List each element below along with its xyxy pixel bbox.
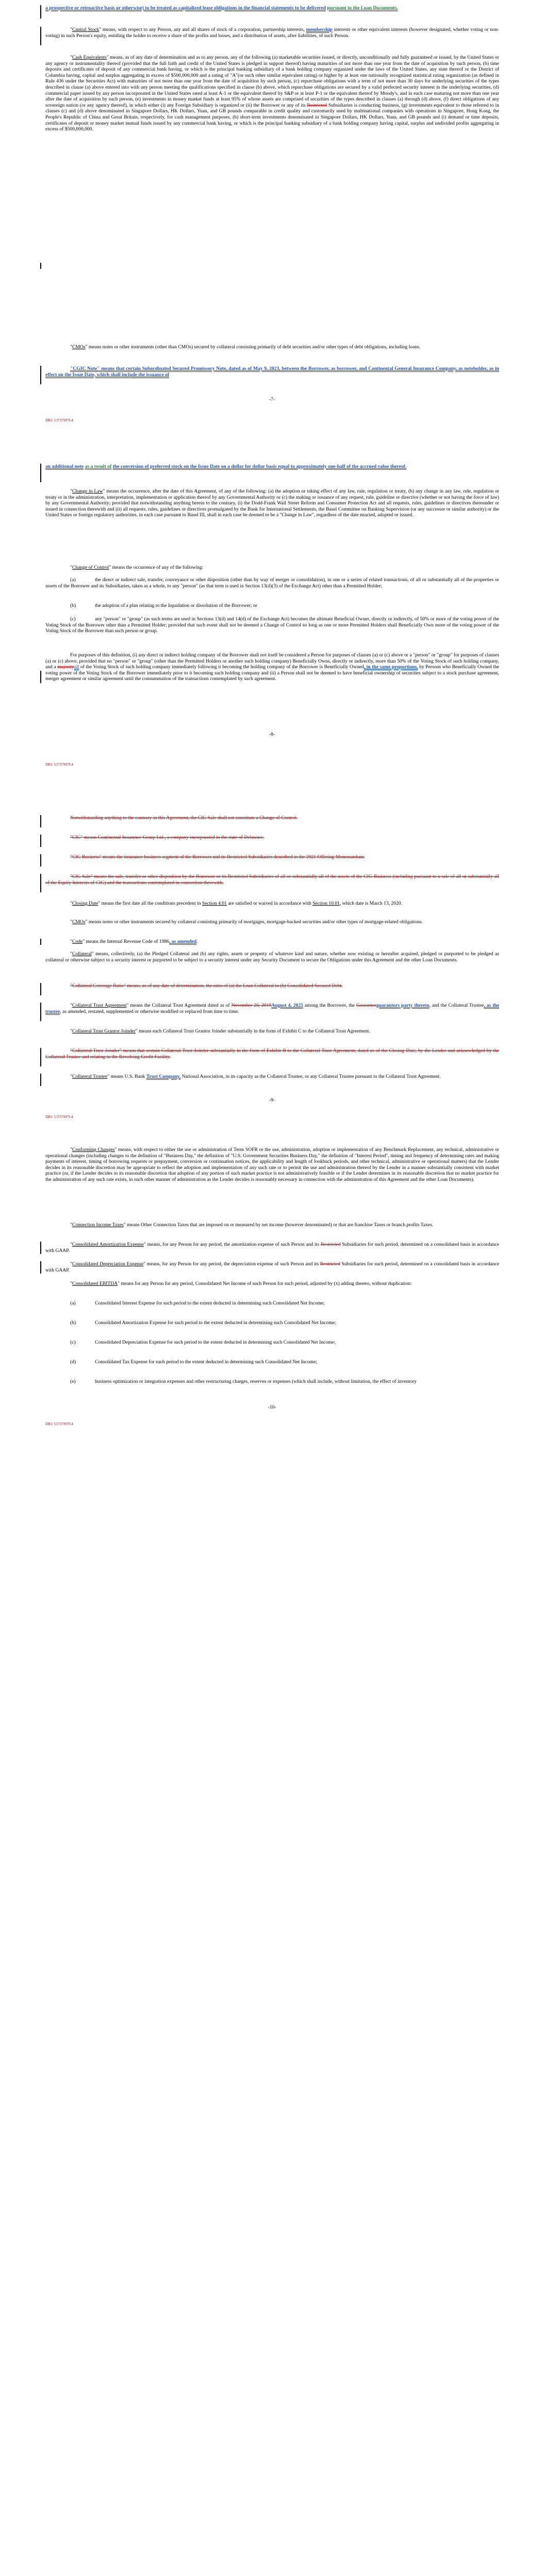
doc-id: DB1/ 137379979.4 — [45, 1422, 73, 1426]
definition-capital-lease-tail: a prospective or retroactive basis or otherwise) to be treated as capitalized lease obligations in the financial statements to be delivered pursuant to the Loan Documents. — [45, 5, 398, 11]
revision-bar — [40, 1048, 41, 1066]
change-of-control-clause-a: (a) the direct or indirect sale, transfer, conveyance or other disposition (other than by way of merger or consolidation), in one or a series of related transactions, of all or substantially all of the properties or assets of the Borrower and its Subsidiaries, taken as a whole, to any "person" (as that term is used in Section 13(d)(3) of the Exchange Act) other than a Permitted Holder; — [45, 577, 499, 589]
revision-bar — [40, 1074, 41, 1086]
ebitda-clause-d: (d) Consolidated Tax Expense for such period to the extent deducted in determining such Consolidated Net Income; — [70, 1359, 318, 1365]
ebitda-clause-b: (b) Consolidated Amortization Expense for such period to the extent deducted in determining such Consolidated Net Income; — [70, 1320, 336, 1326]
doc-id: DB1/ 137379979.4 — [45, 1115, 73, 1119]
revision-bar — [40, 5, 41, 19]
definition-cgic-note-continued: an additional note as a result of the conversion of preferred stock on the Issue Date on a dollar for dollar basis equal to approximately one-half of the accrued value thereof. — [45, 464, 407, 469]
definition-connection-income-taxes: "Connection Income Taxes" means Other Connection Taxes that are imposed on or measured by net income (however denominated) or that are franchise Taxes or branch profits Taxes. — [70, 1222, 434, 1228]
deleted-definition-collateral-trust-joinder: "Collateral Trust Joinder" means that certain Collateral Trust Joinder substantially in the form of Exhibit B to the Collateral Trust Agreement, dated as of the Closing Date, by the Lender and acknowledged by the Collateral Trustee and relating to the Revolving Credit Facility. — [45, 1048, 499, 1060]
deleted-cig-sale-proviso: Notwithstanding anything to the contrary in this Agreement, the CIG Sale shall not constitute a Change of Control. — [70, 815, 298, 821]
definition-consolidated-depreciation-expense: "Consolidated Depreciation Expense" means, for any Person for any period, the depreciation expense of such Person and its Restricted Subsidiaries for such period, determined on a consolidated basis in accordance with GAAP. — [45, 1261, 499, 1273]
revision-bar — [40, 939, 41, 945]
revision-bar — [40, 815, 41, 827]
page-10 — [0, 1147, 544, 1850]
doc-id: DB1/ 137379979.4 — [45, 418, 73, 422]
revision-bar — [40, 983, 41, 995]
ebitda-clause-e: (e) business optimization or integration expenses and other restructuring charges, reserves or expenses (which shall include, without limitation, the effect of inventory — [70, 1379, 417, 1384]
deleted-definition-cig: "CIG" means Continental Insurance Group Ltd., a company incorporated in the state of Delaware. — [70, 835, 265, 840]
revision-bar — [40, 263, 41, 269]
ebitda-clause-a: (a) Consolidated Interest Expense for such period to the extent deducted in determining such Consolidated Net Income; — [70, 1300, 325, 1306]
definition-closing-date: "Closing Date" means the first date all the conditions precedent in Section 4.01 are satisfied or waived in accordance with Section 10.01, which date is March 13, 2020. — [70, 901, 403, 906]
page-number: -9- — [269, 1097, 275, 1103]
doc-id: DB1/ 137379979.4 — [45, 762, 73, 767]
ebitda-clause-c: (c) Consolidated Depreciation Expense for such period to the extent deducted in determining such Consolidated Net Income; — [70, 1340, 336, 1345]
definition-capital-stock: "Capital Stock" means, with respect to any Person, any and all shares of stock of a corporation, partnership interests, membership interests or other equivalent interests (however designated, whether voting or non-voting) in such Person's equity, entitling the holder to receive a share of the profits and losses, and a distribution of assets, after liabilities, of such Person. — [45, 27, 499, 39]
definition-cmos: "CMOs" means notes or other instruments secured by collateral consisting primarily of mortgages, mortgage-backed securities and/or other types of mortgage-related obligations. — [70, 919, 423, 925]
definition-collateral-trustee: "Collateral Trustee" means U.S. Bank Trust Company, National Association, in its capacity as the Collateral Trustee, or any Collateral Trustee pursuant to the Collateral Trust Agreement. — [70, 1074, 441, 1079]
revision-bar — [40, 874, 41, 892]
definition-change-in-law: "Change in Law" means the occurrence, after the date of this Agreement, of any of the following: (a) the adoption or taking effect of any law, rule, regulation or treaty, (b) any change in any law, rule, regulation or treaty or in the administration, interpretation, implementation or application thereof by any Governmental Authority or (c) the making or issuance of any request, rule, guideline or directive (whether or not having the force of law) by any Governmental Authority; provided that notwithstanding anything herein to the contrary, (i) the Dodd-Frank Wall Street Reform and Consumer Protection Act and all requests, rules, guidelines or directives thereunder or issued in connection therewith and (ii) all requests, rules, guidelines or directives promulgated by the Bank for International Settlements, the Basel Committee on Banking Supervision (or any successor or similar authority) or the United States or foreign regulatory authorities, in each case pursuant to Basel III, shall in each case be deemed to be a "Change in Law", regardless of the date enacted, adopted or issued. — [45, 488, 499, 518]
definition-collateral: "Collateral" means, collectively, (a) the Pledged Collateral and (b) any rights, assets or property of whatever kind and nature, whether now existing or hereafter acquired, pledged or purported to be pledged as collateral or otherwise subject to a security interest or purported to be subject to a security interest under any Security Document to secure the Obligations under this Agreement and the other Loan Documents. — [45, 951, 499, 963]
page-number: -8- — [269, 732, 275, 737]
definition-consolidated-amortization-expense: "Consolidated Amortization Expense" means, for any Person for any period, the amortization expense of such Person and its Restricted Subsidiaries for such period, determined on a consolidated basis in accordance with GAAP. — [45, 1242, 499, 1253]
revision-bar — [40, 1242, 41, 1254]
revision-bar — [40, 671, 41, 683]
revision-bar — [40, 835, 41, 847]
definition-conforming-changes: "Conforming Changes" means, with respect to either the use or administration of Term SOFR or the use, administration, adoption or implementation of any Benchmark Replacement, any technical, administrative or operational changes (including changes to the definition of "Business Day," the definition of "U.S. Government Securities Business Day," the definition of "Interest Period", timing and frequency of determining rates and making payments of interest, timing of borrowing requests or prepayment, conversion or continuation notices, the applicability and length of lookback periods, and other technical, administrative or operational matters) that the Lender decides in its reasonable discretion may be appropriate to reflect the adoption and implementation of any such rate or to permit the use and administration thereof by the Lender in a manner substantially consistent with market practice (or, if the Lender decides in its reasonable discretion that adoption of any portion of such market practice is not administratively feasible or if the Lender determines in its reasonable discretion that no market practice for the administration of any such rate exists, in such other manner of administration as the Lender decides is reasonably necessary in connection with the administration of this Agreement and the other Loan Documents). — [45, 1147, 499, 1182]
deleted-definition-collateral-coverage-ratio: "Collateral Coverage Ratio" means, as of any date of determination, the ratio of (a) the Loan Collateral to (b) Consolidated Secured Debt. — [70, 983, 343, 989]
definition-collateral-trust-grantor-joinder: "Collateral Trust Grantor Joinder" means each Collateral Trust Grantor Joinder substantially in the form of Exhibit C to the Collateral Trust Agreement. — [70, 1028, 370, 1034]
change-of-control-proviso: For purposes of this definition, (i) any direct or indirect holding company of the Borrower shall not itself be considered a Person for purposes of clauses (a) or (c) above or a "person" or "group" for purposes of clauses (a) or (c) above, provided that no "person" or "group" (other than the Permitted Holders or another such holding company) Beneficially Owns, directly or indirectly, more than 50% of the Voting Stock of such holding company, and a majorityall of the Voting Stock of such holding company immediately following it becoming the holding company of the Borrower is Beneficially Owned, in the same proportions, by Persons who Beneficially Owned the voting power of the Voting Stock of the Borrower immediately prior to it becoming such holding company and (ii) a Person shall not be deemed to have beneficial ownership of securities subject to a stock purchase agreement, merger agreement or similar agreement until the consummation of the transactions contemplated by such agreement. — [45, 652, 500, 682]
definition-code: "Code" means the Internal Revenue Code of 1986, as amended. — [70, 939, 198, 944]
change-of-control-clause-b: (b) the adoption of a plan relating to the liquidation or dissolution of the Borrower; or — [70, 603, 257, 608]
revision-bar — [40, 854, 41, 867]
definition-consolidated-ebitda: "Consolidated EBITDA" means for any Person for any period, Consolidated Net Income of such Person for such period, adjusted by (x) adding thereto, without duplication: — [70, 1281, 412, 1286]
revision-bar — [40, 366, 41, 384]
deleted-definition-cig-business: "CIG Business" means the insurance business segment of the Borrower and its Restricted Subsidiaries described in the 2021 Offering Memorandum. — [70, 854, 365, 860]
definition-collateral-trust-agreement: "Collateral Trust Agreement" means the Collateral Trust Agreement dated as of November 20, 2019August 4, 2025 among the Borrower, the Guarantorguarantors party thereto, and the Collateral Trustee, as the trustee, as amended, restated, supplemented or otherwise modified or replaced from time to time. — [45, 1003, 499, 1014]
definition-change-of-control: "Change of Control" means the occurrence of any of the following: — [70, 565, 204, 570]
definition-cdos: "CMOs" means notes or other instruments (other than CMOs) secured by collateral consisting primarily of debt securities and/or other types of debt obligations, including loans. — [70, 344, 421, 350]
revision-bar — [40, 27, 41, 45]
page-number: -10- — [268, 1404, 276, 1410]
page-number: -7- — [269, 397, 275, 402]
definition-cash-equivalents: "Cash Equivalents" means, as of any date of determination and as to any person, any of the following (a) marketable securities issued, or directly, unconditionally and fully guaranteed or issued, by the United States or any agency or instrumentality thereof (provided that the full faith and credit of the United States is pledged in support thereof) having maturities of not more than one year from the date of acquisition by such person, (b) time deposits and certificates of deposit of any commercial bank having, or which is the principal banking subsidiary of a bank holding company organized under the laws of the United States, any state thereof or the District of Columbia having, capital and surplus aggregating in excess of $500,000,000 and a rating of "A"(or such other similar equivalent rating) or higher by at least one nationally recognized statistical rating organization (as defined in Rule 436 under the Securities Act) with maturities of not more than one year from the date of acquisition by such person, (c) repurchase obligations with a term of not more than 30 days for underlying securities of the types described in clause (a) above entered into with any person meeting the qualifications specified in clause (b) above, which repurchase obligations are secured by a valid perfected security interest in the underlying securities, (d) commercial paper issued by any person incorporated in the United States rated at least A-1 or the equivalent thereof by S&P or at least P-1 or the equivalent thereof by Moody's, and in each case maturing not more than one year after the date of acquisition by such person, (e) investments in money market funds at least 95% of whose assets are comprised of securities of the types described in clauses (a) through (d) above, (f) direct obligations of any sovereign nation (or any agency thereof), in which either (i) any Foreign Subsidiary is organized or (ii) the Borrower or any of its Restricted Subsidiaries is conducting business, (g) investments equivalent to those referred to in clauses (c) and (d) above denominated in Singapore Dollars, HK Dollars, Yuan, and GB pounds comparable in credit quality and customarily used by multinational companies with operations in Singapore, Hong Kong, the People's Republic of China and Great Britain, respectively, for cash management purposes, (h) short-term investments denominated in Singapore Dollars, HK Dollars, Yuan, and GB pounds and (i) demand or time deposits, certificates of deposit or money market mutual funds issued by any commercial bank having, or which is the principal banking subsidiary of a bank holding company having capital, surplus and undivided profits aggregating in excess of $500,000,000. — [45, 55, 500, 132]
definition-cgic-note: "CGIC Note" means that certain Subordinated Secured Promissory Note, dated as of May 9, 2023, between the Borrower, as borrower, and Continental General Insurance Company, as noteholder, as in effect on the Issue Date, which shall include the issuance of — [45, 366, 499, 378]
revision-bar — [40, 1261, 41, 1274]
revision-bar — [40, 1003, 41, 1021]
revision-bar — [40, 464, 41, 482]
change-of-control-clause-c: (c) any "person" or "group" (as such terms are used in Sections 13(d) and 14(d) of the Exchange Act) becomes the ultimate Beneficial Owner, directly or indirectly, of 50% or more of the voting power of the Voting Stock of the Borrower other than a Permitted Holder; provided that such event shall not be deemed a Change of Control so long as one or more Permitted Holders shall Beneficially Own more of the voting power of the Voting Stock of the Borrower than such person or group. — [45, 616, 499, 634]
deleted-definition-cig-sale: "CIG Sale" means the sale, transfer or other disposition by the Borrower or its Restricted Subsidiaries of all or substantially all of the assets of the CIG Business (including pursuant to a sale of all or substantially all of the Equity Interests of CIG) and the transactions contemplated in connection therewith. — [45, 874, 499, 886]
